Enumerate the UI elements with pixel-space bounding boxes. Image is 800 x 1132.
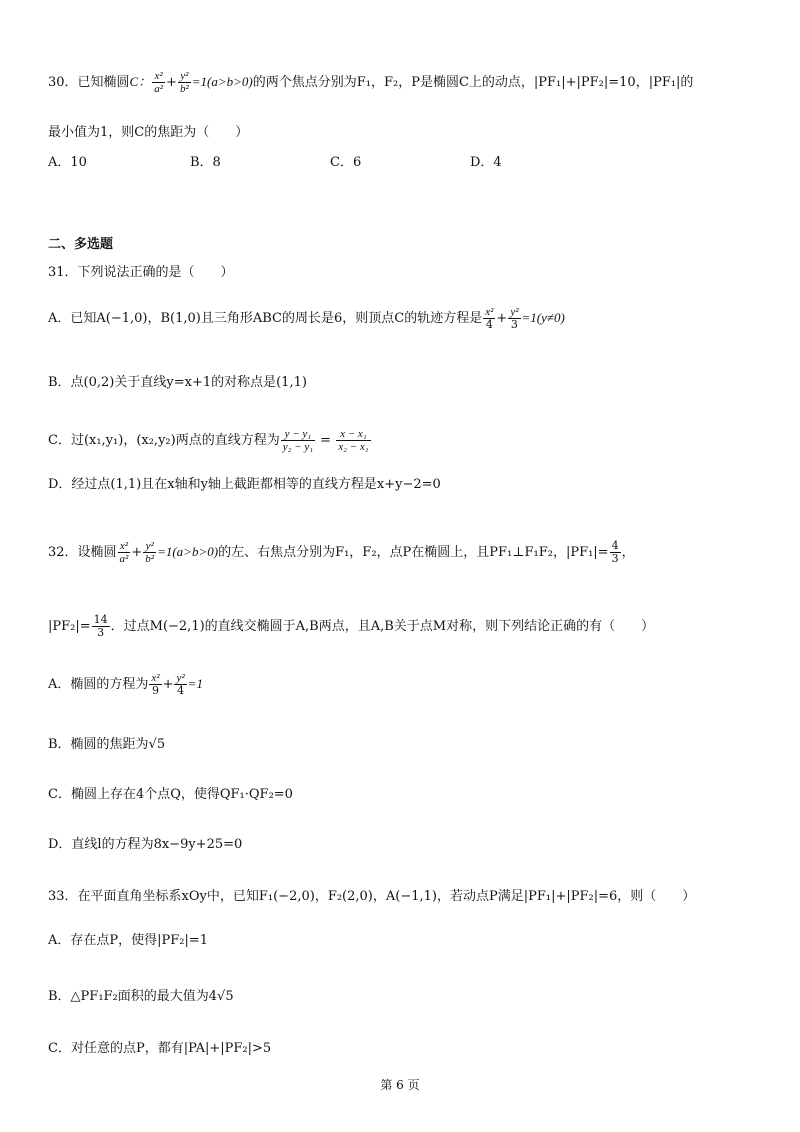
q30-option-b: B．8 bbox=[190, 155, 221, 170]
q31a-frac-y: $\frac{\text{y²}}{3}$ bbox=[510, 306, 519, 331]
page-footer: 第 6 页 bbox=[380, 1078, 420, 1092]
q30-line2: 最小值为1，则C的焦距为（ ） bbox=[48, 125, 249, 140]
q31-option-b: B．点(0,2)关于直线y=x+1的对称点是(1,1) bbox=[48, 375, 307, 390]
q33-option-b: B．△PF₁F₂面积的最大值为4√5 bbox=[48, 989, 234, 1004]
q31-option-d: D．经过点(1,1)且在x轴和y轴上截距都相等的直线方程是x+y−2=0 bbox=[48, 477, 441, 492]
q31-option-c: C．过(x₁,y₁)，(x₂,y₂)两点的直线方程为 $\frac{\text{y − y₁}}{\text{y₂ − y₁}}$ = $\frac{\text{x − x₁}}{\text{x₂ − x₁}}$ bbox=[48, 428, 369, 453]
q31c-frac-x: $\frac{\text{x − x₁}}{\text{x₂ − x₁}}$ bbox=[338, 428, 369, 453]
q30-line1: 30．已知椭圆C： $\frac{\text{x²}}{\text{a²}}$ + $\frac{\text{y²}}{\text{b²}}$ =1(a>b>0)的两个焦点分别为F₁，F₂，P是椭圆C上的动点，|PF₁|+|PF₂|=10，|PF₁|的 bbox=[48, 70, 694, 95]
q30-frac-y: $\frac{\text{y²}}{\text{b²}}$ bbox=[179, 70, 189, 95]
q32-frac-x: $\frac{\text{x²}}{\text{a²}}$ bbox=[119, 540, 129, 565]
section-title-multiple-choice: 二、多选题 bbox=[48, 237, 114, 252]
q31-stem: 31．下列说法正确的是（ ） bbox=[48, 265, 234, 280]
q32-line1: 32．设椭圆 $\frac{\text{x²}}{\text{a²}}$ + $\frac{\text{y²}}{\text{b²}}$ =1(a>b>0)的左、右焦点分别为F₁，F₂，点P在椭圆上，且PF₁⊥F₁F₂，|PF₁|= $\frac{4}{3}$ ， bbox=[48, 539, 635, 565]
q32-pf1-frac: $\frac{4}{3}$ bbox=[611, 539, 619, 565]
q31c-frac-y: $\frac{\text{y − y₁}}{\text{y₂ − y₁}}$ bbox=[282, 428, 314, 453]
q30-option-a: A．10 bbox=[48, 155, 87, 170]
q30-eq-lhs: C： bbox=[129, 74, 152, 89]
q32-option-a: A．椭圆的方程为 $\frac{\text{x²}}{9}$ + $\frac{\text{y²}}{4}$ =1 bbox=[48, 672, 203, 697]
q30-stem-b: 的两个焦点分别为F₁，F₂，P是椭圆C上的动点，|PF₁|+|PF₂|=10，|PF₁|的 bbox=[252, 75, 694, 90]
q33-option-a: A．存在点P，使得|PF₂|=1 bbox=[48, 933, 209, 948]
q32-line2: |PF₂|= $\frac{14}{3}$ ．过点M(−2,1)的直线交椭圆于A,B两点，且A,B关于点M对称，则下列结论正确的有（ ） bbox=[48, 613, 655, 639]
q30-option-d: D．4 bbox=[470, 155, 502, 170]
q31-option-a: A．已知A(−1,0)，B(1,0)且三角形ABC的周长是6，则顶点C的轨迹方程是 $\frac{\text{x²}}{4}$ + $\frac{\text{y²}}{3}$ =1(y≠0) bbox=[48, 306, 565, 331]
q30-frac-x: $\frac{\text{x²}}{\text{a²}}$ bbox=[154, 70, 164, 95]
q31a-frac-x: $\frac{\text{x²}}{4}$ bbox=[485, 306, 494, 331]
q32-pf2-frac: $\frac{14}{3}$ bbox=[93, 613, 108, 639]
q30-option-c: C．6 bbox=[330, 155, 362, 170]
q32-frac-y: $\frac{\text{y²}}{\text{b²}}$ bbox=[145, 540, 155, 565]
q32-option-b: B．椭圆的焦距为√5 bbox=[48, 737, 166, 752]
q33-stem: 33．在平面直角坐标系xOy中，已知F₁(−2,0)，F₂(2,0)，A(−1,1)，若动点P满足|PF₁|+|PF₂|=6，则（ ） bbox=[48, 889, 696, 904]
q33-option-c: C．对任意的点P，都有|PA|+|PF₂|>5 bbox=[48, 1041, 272, 1056]
q32-option-d: D．直线l的方程为8x−9y+25=0 bbox=[48, 837, 243, 852]
q30-eq-rhs: =1(a>b>0) bbox=[191, 74, 253, 89]
q30-stem-a: 30．已知椭圆 bbox=[48, 75, 130, 90]
q32-option-c: C．椭圆上存在4个点Q，使得QF₁·QF₂=0 bbox=[48, 787, 293, 802]
q32a-frac-y: $\frac{\text{y²}}{4}$ bbox=[176, 672, 185, 697]
q32a-frac-x: $\frac{\text{x²}}{9}$ bbox=[151, 672, 160, 697]
